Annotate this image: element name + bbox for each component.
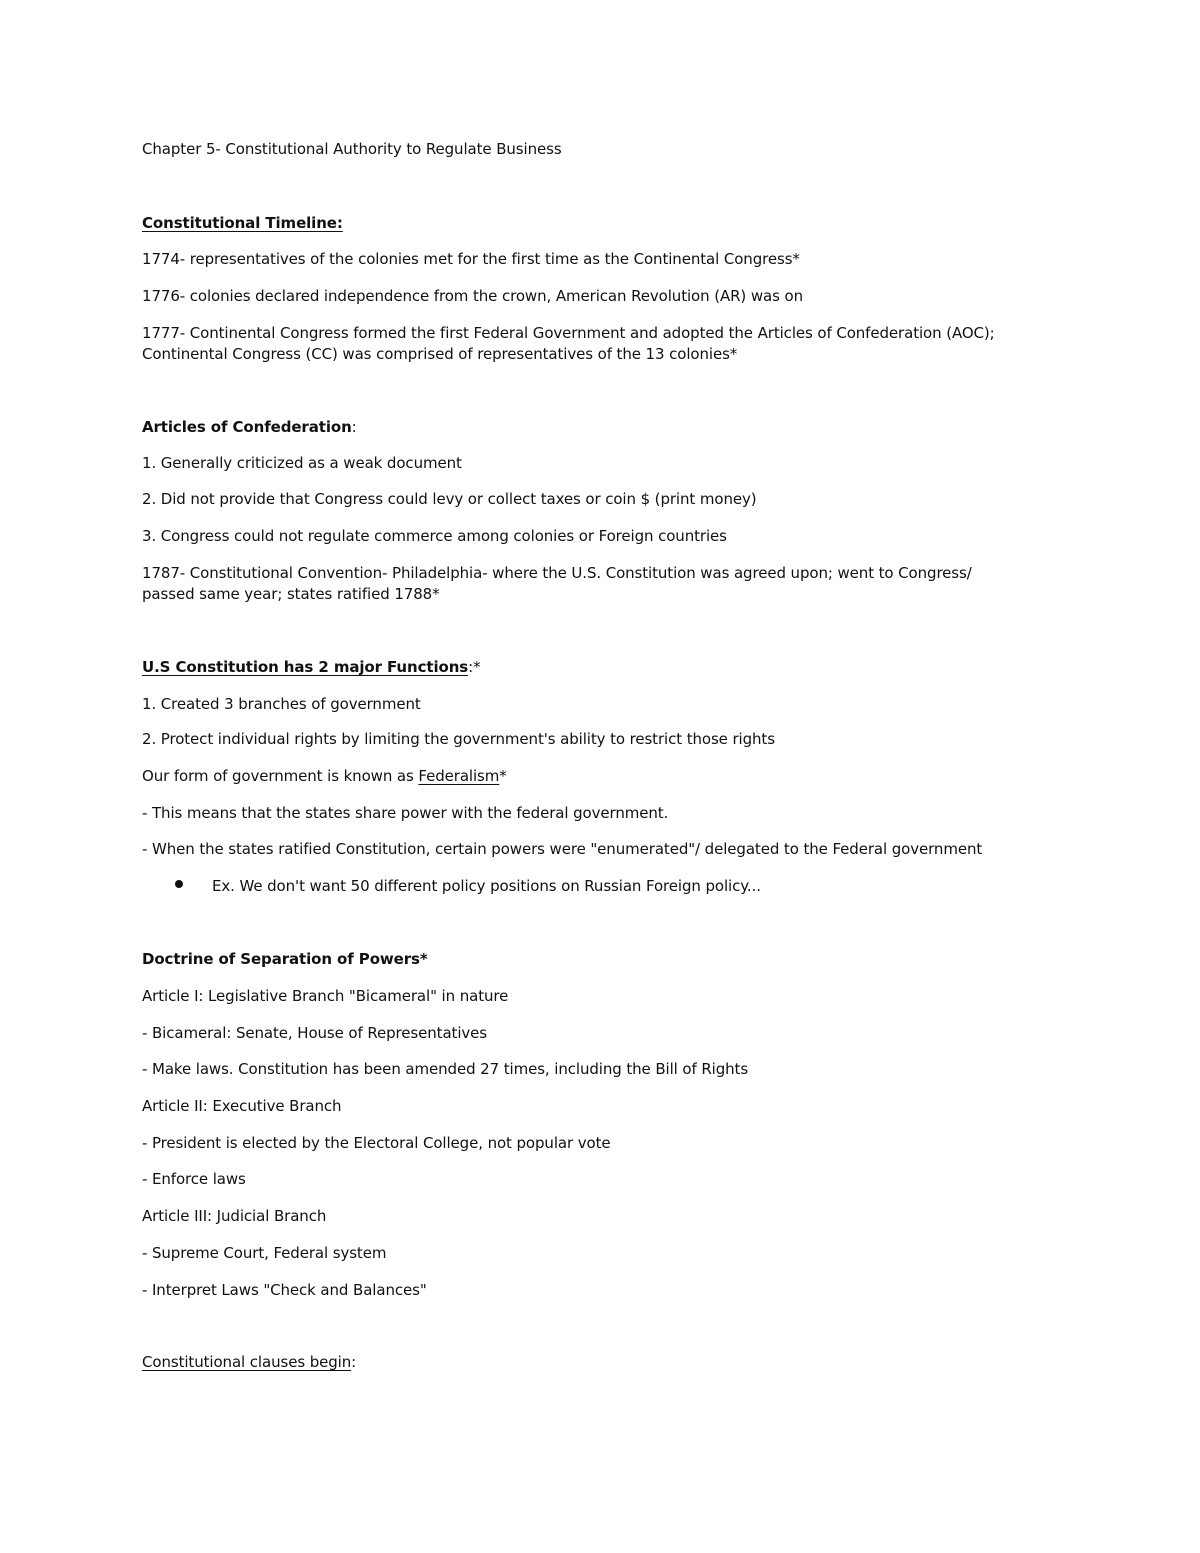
aoc-item: 1787- Constitutional Convention- Philadelphia- where the U.S. Constitution was agreed upon; went to Congress/	[142, 564, 972, 582]
constitution-heading-suffix: :*	[468, 658, 481, 676]
constitution-heading	[142, 657, 480, 678]
constitution-item: 1. Created 3 branches of government	[142, 695, 421, 713]
federalism-suffix: *	[499, 767, 507, 785]
federalism-prefix: Our form of government is known as	[142, 767, 419, 785]
clauses-heading	[142, 1352, 356, 1373]
separation-item: - President is elected by the Electoral College, not popular vote	[142, 1134, 611, 1152]
constitution-item: 2. Protect individual rights by limiting the government's ability to restrict those rights	[142, 730, 775, 748]
separation-item: Article III: Judicial Branch	[142, 1207, 327, 1225]
aoc-heading-text: Articles of Confederation	[142, 418, 352, 436]
bullet-item: Ex. We don't want 50 different policy positions on Russian Foreign policy...	[212, 877, 761, 895]
bullet-dot-icon	[175, 880, 183, 888]
separation-item: - Interpret Laws "Check and Balances"	[142, 1281, 427, 1299]
aoc-heading-suffix: :	[351, 418, 357, 436]
chapter-title: Chapter 5- Constitutional Authority to Regulate Business	[142, 140, 562, 158]
separation-heading: Doctrine of Separation of Powers*	[142, 950, 428, 968]
constitution-heading-text: U.S Constitution has 2 major Functions	[142, 658, 469, 676]
separation-item: - Enforce laws	[142, 1170, 246, 1188]
aoc-item: 2. Did not provide that Congress could levy or collect taxes or coin $ (print money)	[142, 490, 757, 508]
timeline-item: Continental Congress (CC) was comprised of representatives of the 13 colonies*	[142, 345, 738, 363]
separation-item: - Supreme Court, Federal system	[142, 1244, 387, 1262]
constitution-note: - When the states ratified Constitution, certain powers were "enumerated"/ delegated to the Federal government	[142, 840, 983, 858]
federalism-line	[142, 766, 507, 787]
separation-item: Article I: Legislative Branch "Bicameral" in nature	[142, 987, 509, 1005]
clauses-heading-text: Constitutional clauses begin	[142, 1353, 352, 1371]
timeline-item: 1776- colonies declared independence from the crown, American Revolution (AR) was on	[142, 287, 803, 305]
separation-item: - Bicameral: Senate, House of Representatives	[142, 1024, 488, 1042]
separation-item: Article II: Executive Branch	[142, 1097, 342, 1115]
constitution-note: - This means that the states share power with the federal government.	[142, 804, 669, 822]
timeline-heading: Constitutional Timeline:	[142, 214, 343, 232]
aoc-item: 3. Congress could not regulate commerce among colonies or Foreign countries	[142, 527, 727, 545]
clauses-heading-suffix: :	[351, 1353, 357, 1371]
federalism-term: Federalism	[418, 767, 500, 785]
timeline-item: 1777- Continental Congress formed the first Federal Government and adopted the Articles of Confederation (AOC);	[142, 324, 995, 342]
aoc-heading	[142, 417, 357, 438]
separation-item: - Make laws. Constitution has been amended 27 times, including the Bill of Rights	[142, 1060, 749, 1078]
timeline-item: 1774- representatives of the colonies met for the first time as the Continental Congress*	[142, 250, 800, 268]
aoc-item: 1. Generally criticized as a weak document	[142, 454, 462, 472]
aoc-item: passed same year; states ratified 1788*	[142, 585, 440, 603]
